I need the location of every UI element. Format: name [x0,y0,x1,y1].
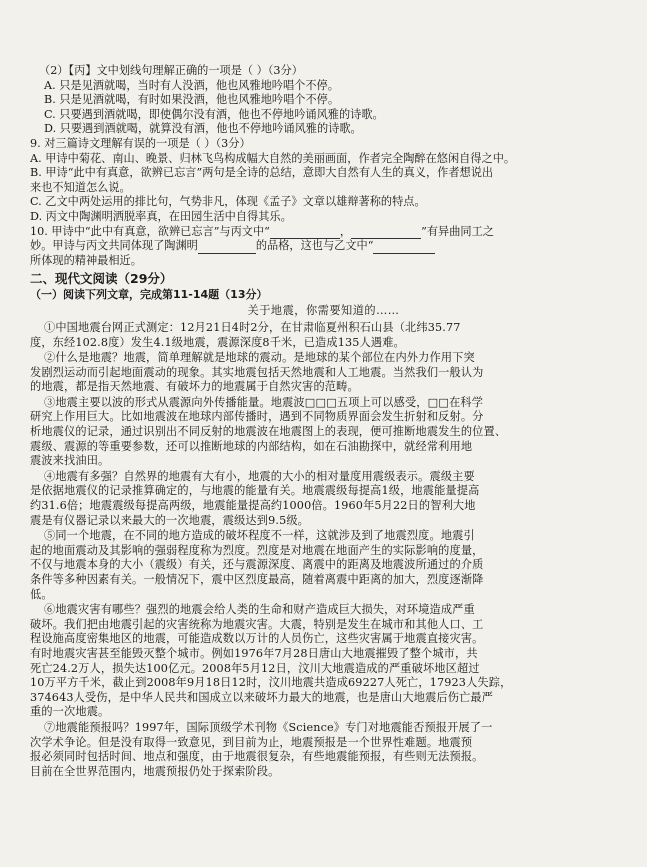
paragraph-line: ③地震主要以波的形式从震源向外传播能量。地震波□□□五项上可以感受，□□在科学 [44,395,484,409]
q10-text-4: 妙。甲诗与丙文共同体现了陶渊明 [30,239,198,253]
paragraph-line: ⑥地震灾害有哪些？强烈的地震会给人类的生命和财产造成巨大损失，对环境造成严重 [44,603,475,617]
article-paragraph [30,351,617,395]
question-9: 9. 对三篇诗文理解有误的一项是（ ）（3分） [30,136,251,150]
paragraph-line: 的地震，都是指天然地震、有破坏力的地震属于自然灾害的范畴。 [30,380,359,394]
q9-option-d: D. 丙文中陶渊明洒脱率真，在田园生活中自得其乐。 [30,209,292,223]
article-body [30,321,617,779]
option-d: D. 只要遇到酒就喝，就算没有酒，他也不停地吟诵风雅的诗歌。 [44,122,362,136]
paragraph-line: 条件等多种因素有关。一般情况下，震中区烈度最高，随着离震中距离的加大，烈度逐渐降 [30,573,484,586]
paragraph-line: 次学术争论。但是没有取得一致意见，到目前为止，地震预报是一个世界性难题。地震预 [30,735,473,749]
q9-option-b-cont: 来也不知道怎么说。 [30,180,131,194]
q10-text-3: ”有异曲同工之 [421,224,494,238]
paragraph-line: 震是有仪器记录以来最大的一次地震，震级达到9.5级。 [30,513,310,527]
paragraph-line: 程设施高度密集地区的地震，可能造成数以万计的人员伤亡，这些灾害属于地震直接灾害。 [30,632,484,646]
q10-text-1: 10. 甲诗中“此中有真意，欲辨已忘言”与丙文中“ [30,224,270,238]
paragraph-line: 破坏。我们把由地震引起的灾害统称为地震灾害。大震，特别是发生在城市和其他人口、工 [30,617,484,631]
paragraph-line: ②什么是地震？地震，简单理解就是地球的震动。是地球的某个部位在内外力作用下突 [44,351,475,365]
answer-blank-1[interactable] [270,226,340,239]
paragraph-line: 死亡24.2万人，损失达100亿元。2008年5月12日，汶川大地震造成的严重破坏地区超过 [30,661,480,675]
q10-text-2: ， [339,224,352,238]
paragraph-line: 震波来找油田。 [30,454,110,468]
paragraph-line: ①中国地震台网正式测定：12月21日4时2分，在甘肃临夏州积石山县（北纬35.77 [44,320,461,334]
paragraph-line: 低。 [30,587,53,601]
article-paragraph [30,470,617,528]
article-paragraph [30,603,617,720]
paragraph-line: 有时地震灾害甚至能毁灭整个城市。例如1976年7月28日唐山大地震摧毁了整个城市，共 [30,646,478,660]
article-paragraph [30,396,617,469]
section-heading: 二、现代文阅读（29分） [30,271,173,287]
paragraph-line: 374643人受伤，是中华人民共和国成立以来破坏力最大的地震，也是唐山大地震后伤亡最严 [30,690,494,704]
option-a: A. 只是见酒就喝，当时有人没酒，他也风雅地吟唱个不停。 [44,78,339,92]
section-subheading: （一）阅读下列文章，完成第11-14题（13分） [30,288,268,302]
q9-option-b: B. 甲诗“此中有真意，欲辨已忘言”两句是全诗的总结，意即大自然有人生的真义，作者想说出 [30,166,494,180]
paragraph-line: 10万平方千米，截止到2008年9月18日12时，汶川地震共造成69227人死亡，17923人失踪， [30,676,512,690]
q10-text-5: 的品格，这也与乙文中“ [255,239,374,253]
question-10-line2 [30,239,617,254]
paragraph-line: 报必须同时包括时间、地点和强度，由于地震很复杂，有些地震能预报，有些则无法预报。 [30,750,484,764]
article-paragraph [30,721,617,779]
paragraph-line: 度，东经102.8度）发生4.1级地震，震源深度8千米，已造成135人遇难。 [30,335,405,349]
paragraph-line: 发剧烈运动而引起地面震动的现象。其实地震包括天然地震和人工地震。当然我们一般认为 [30,365,484,379]
question-8-2: （2）【丙】文中划线句理解正确的一项是（ ）（3分） [39,64,303,77]
paragraph-line: 是依据地震仪的记录推算确定的，与地震的能量有关。地震震级每提高1级，地震能量提高 [30,484,480,498]
paragraph-line: 起的地面震动及其影响的强弱程度称为烈度。烈度是对地震在地面产生的实际影响的度量， [30,543,484,557]
article-title: 关于地震，你需要知道的…… [247,304,400,318]
paragraph-line: 析地震仪的记录，通过识别出不同反射的地震波在地震图上的表现，便可推断地震发生的位置、 [30,425,507,439]
question-10-line3: 所体现的精神最相近。 [30,253,142,267]
paragraph-line: 震级、震源的等重要参数，还可以推断地球的内部结构，如在石油勘探中，就经常利用地 [30,439,473,453]
paragraph-line: ⑤同一个地震，在不同的地方造成的破坏程度不一样，这就涉及到了地震烈度。地震引 [44,529,475,543]
paragraph-line: ⑦地震能预报吗？1997年，国际顶级学术刊物《Science》专门对地震能否预报开展了一 [44,720,493,734]
paragraph-line: ④地震有多强？自然界的地震有大有小，地震的大小的相对量度用震级表示。震级主要 [44,469,475,483]
option-c: C. 只要遇到酒就喝，即使偶尔没有酒，他也不停地吟诵风雅的诗歌。 [44,107,384,121]
paragraph-line: 约31.6倍；地震震级每提高两级，地震能量提高约1000倍。1960年5月22日的智利大地 [30,499,476,513]
paragraph-line: 不仅与地震本身的大小（震级）有关，还与震源深度、离震中的距离及地震波所通过的介质 [30,558,484,572]
q9-option-a: A. 甲诗中菊花、南山、晚景、归林飞鸟构成幅大自然的美丽画面，作者完全陶醉在悠闲自得之中。 [30,151,516,165]
paragraph-line: 研究上作用巨大。比如地震波在地球内部传播时，遇到不同物质界面会发生折射和反射。分 [30,410,484,424]
option-b: B. 只是见酒就喝，有时如果没酒，他也风雅地吟唱个不停。 [44,93,340,107]
paragraph-line: 重的一次地震。 [30,705,110,719]
article-paragraph [30,321,617,350]
answer-blank-3[interactable] [198,241,256,254]
paragraph-line: 目前在全世界范围内，地震预报仍处于探索阶段。 [30,764,280,778]
article-paragraph [30,529,617,602]
question-10 [30,225,617,240]
answer-blank-4[interactable] [373,241,435,254]
q9-option-c: C. 乙文中两处运用的排比句，气势非凡，体现《孟子》文章以雄辩著称的特点。 [30,195,426,209]
answer-blank-2[interactable] [351,226,421,239]
